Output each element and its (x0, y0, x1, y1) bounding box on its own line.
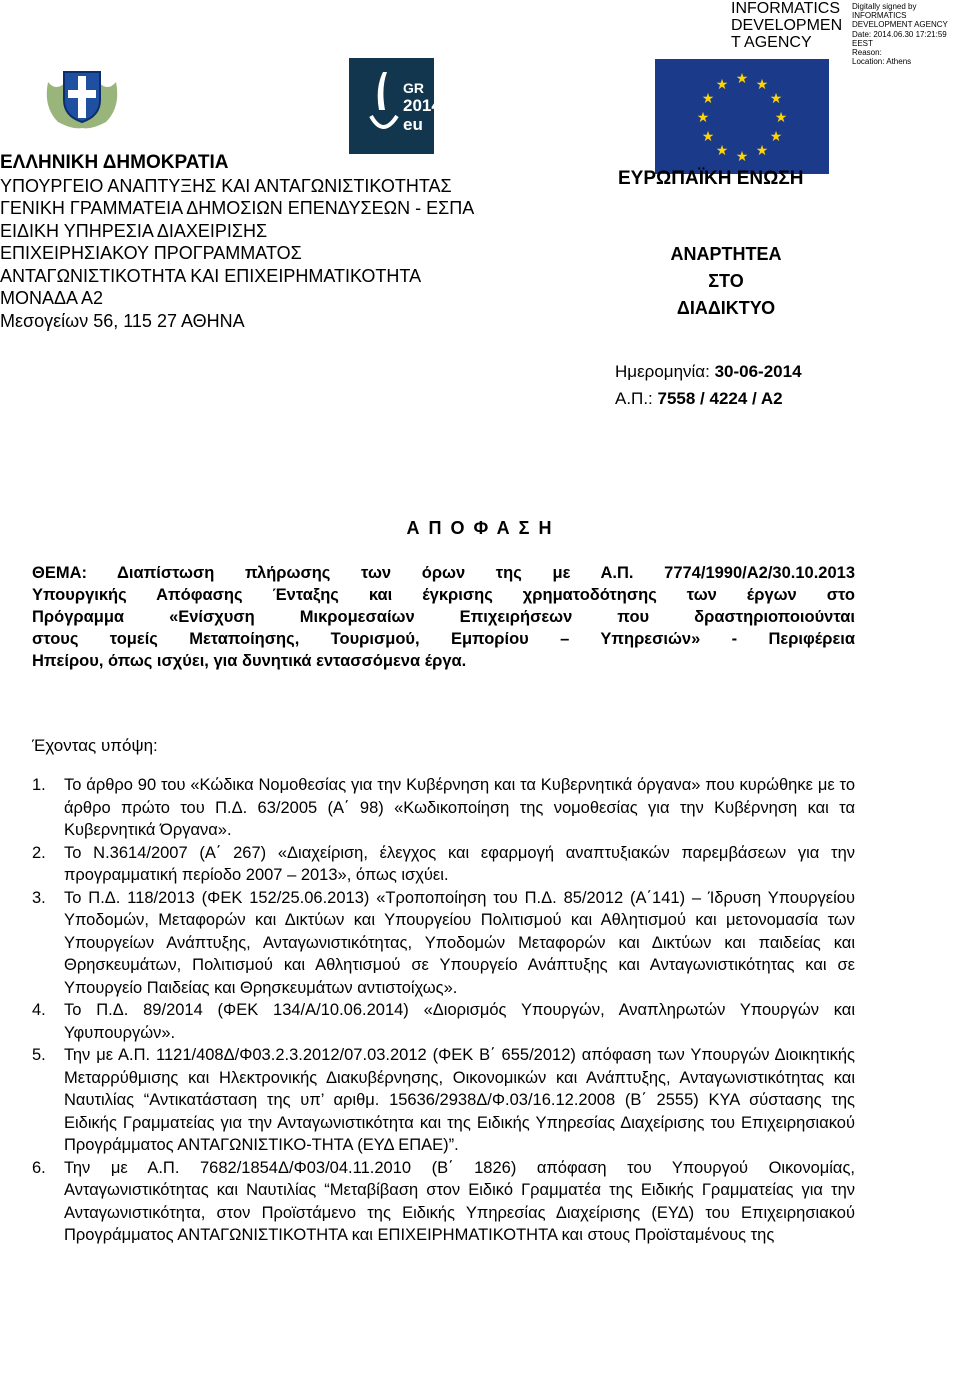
date-line: Ημερομηνία: 30-06-2014 (615, 362, 802, 381)
svg-text:★: ★ (696, 110, 710, 126)
svg-text:★: ★ (715, 77, 729, 93)
svg-text:★: ★ (715, 143, 729, 159)
svg-text:★: ★ (735, 149, 749, 165)
svg-text:★: ★ (755, 77, 769, 93)
list-item: 2. Το Ν.3614/2007 (Α΄ 267) «Διαχείριση, έλεγχος και εφαρμογή αναπτυξιακών παρεμβάσεων για την προγραμματική περίοδο 2007 – 2013», όπως ισχύει. (32, 843, 855, 884)
svg-text:★: ★ (769, 91, 783, 107)
eu-flag-icon (655, 59, 829, 174)
svg-text:★: ★ (701, 91, 715, 107)
considering-heading: Έχοντας υπόψη: (32, 736, 158, 755)
svg-text:★: ★ (774, 110, 788, 126)
list-item: 3. Το Π.Δ. 118/2013 (ΦΕΚ 152/25.06.2013) «Τροποποίηση του Π.Δ. 85/2012 (Α΄141) – Ίδρυση Υπουργείου Υποδομών, Μεταφορών και Δικτύων και Υπουργείου Πολιτισμού και Αθλητισμού και μετονομασία των Υπουργείων Ανάπτυξης, Ανταγωνιστικότητας, Υποδομών Μεταφορών και Δικτύων και παιδείας και Θρησκευμάτων, Πολιτισμού και Αθλητισμού σε Υπουργείο Ανάπτυξης και Ανταγωνιστικότητας και σε Υπουργείο Παιδείας και Θρησκευμάτων αντιστοίχως». (32, 888, 855, 997)
considerations-list (32, 774, 855, 1247)
post-online-label: ΑΝΑΡΤΗΤΕΑ ΣΤΟ ΔΙΑΔΙΚΤΥΟ (670, 244, 782, 318)
ref-line: Α.Π.: 7558 / 4224 / Α2 (615, 389, 783, 408)
subject-block: ΘΕΜΑ: Διαπίστωση πλήρωσης των όρων της με Α.Π. 7774/1990/Α2/30.10.2013 Υπουργικής Απόφασης Ένταξης και έγκρισης χρηματοδότησης των έργων στο Πρόγραμμα «Ενίσχυση Μικρομεσαίων Επιχειρήσεων που δραστηριοποιούνται στους τομείς Μεταποίησης, Τουρισμού, Εμπορίου – Υπηρεσιών» - Περιφέρεια Ηπείρου, όπως ισχύει, για δυνητικά εντασσόμενα έργα. (32, 564, 855, 670)
svg-text:★: ★ (735, 71, 749, 87)
list-item: 4. Το Π.Δ. 89/2014 (ΦΕΚ 134/Α/10.06.2014) «Διορισμός Υπουργών, Αναπληρωτών Υπουργών και Υφυπουργών». (32, 1001, 855, 1042)
list-item: 1. Το άρθρο 90 του «Κώδικα Νομοθεσίας για την Κυβέρνηση και τα Κυβερνητικά όργανα» που κυρώθηκε με το άρθρο πρώτο του Π.Δ. 63/2005 (Α΄ 98) «Κωδικοποίηση της νομοθεσίας για την Κυβέρνηση και τα Κυβερνητικά Όργανα». (32, 776, 855, 839)
gr2014-logo: GR 2014 eu (349, 58, 434, 154)
svg-text:★: ★ (755, 143, 769, 159)
signature-details: Digitally signed by INFORMATICS DEVELOPMENT AGENCY Date: 2014.06.30 17:21:59 EEST Reason: Location: Athens (852, 2, 948, 67)
document-meta (615, 358, 802, 412)
issuer-header: ΕΛΛΗΝΙΚΗ ΔΗΜΟΚΡΑΤΙΑ ΥΠΟΥΡΓΕΙΟ ΑΝΑΠΤΥΞΗΣ ΚΑΙ ΑΝΤΑΓΩΝΙΣΤΙΚΟΤΗΤΑΣ ΓΕΝΙΚΗ ΓΡΑΜΜΑΤΕΙΑ ΔΗΜΟΣΙΩΝ ΕΠΕΝΔΥΣΕΩΝ - ΕΣΠΑ ΕΙΔΙΚΗ ΥΠΗΡΕΣΙΑ ΔΙΑΧΕΙΡΙΣΗΣ ΕΠΙΧΕΙΡΗΣΙΑΚΟΥ ΠΡΟΓΡΑΜΜΑΤΟΣ ΑΝΤΑΓΩΝΙΣΤΙΚΟΤΗΤΑ ΚΑΙ ΕΠΙΧΕΙΡΗΜΑΤΙΚΟΤΗΤΑ ΜΟΝΑΔΑ Α2 Μεσογείων 56, 115 27 ΑΘΗΝΑ (0, 152, 475, 331)
svg-text:★: ★ (769, 129, 783, 145)
signature-name: INFORMATICS DEVELOPMEN T AGENCY (731, 0, 843, 51)
eu-title: ΕΥΡΩΠΑΪΚΗ ΕΝΩΣΗ (618, 168, 804, 189)
greek-coat-of-arms-icon (38, 62, 126, 132)
decision-title: Α Π Ο Φ Α Σ Η (406, 518, 554, 538)
list-item: 6. Την με Α.Π. 7682/1854Δ/Φ03/04.11.2010 (Β΄ 1826) απόφαση του Υπουργού Οικονομίας, Ανταγωνιστικότητας και Ναυτιλίας “Μεταβίβαση στον Ειδικό Γραμματέα της Ειδικής Γραμματείας για την Ανταγωνιστικότητα, στον Προϊστάμενο της Ειδικής Υπηρεσίας Διαχείρισης (ΕΥΔ) του Επιχειρησιακού Προγράμματος ΑΝΤΑΓΩΝΙΣΤΙΚΟΤΗΤΑ και ΕΠΙΧΕΙΡΗΜΑΤΙΚΟΤΗΤΑ και στους Προϊσταμένους της (32, 1158, 855, 1244)
list-item: 5. Την με Α.Π. 1121/408Δ/Φ03.2.3.2012/07.03.2012 (ΦΕΚ Β΄ 655/2012) απόφαση των Υπουργών Διοικητικής Μεταρρύθμισης και Ηλεκτρονικής Διακυβέρνησης, Οικονομικών και Ανάπτυξης, Ανταγωνιστικότητας και Ναυτιλίας “Αντικατάσταση της υπ’ αριθμ. 15636/2938Δ/Φ.03/16.12.2008 (Β΄ 2555) ΚΥΑ σύστασης της Ειδικής Γραμματείας για την Ανταγωνιστικότητα και της Ειδικής Υπηρεσίας Διαχείρισης του Επιχειρησιακού Προγράμματος ΑΝΤΑΓΩΝΙΣΤΙΚΟ-ΤΗΤΑ (ΕΥΔ ΕΠΑΕ)”. (32, 1046, 855, 1154)
svg-text:★: ★ (701, 129, 715, 145)
